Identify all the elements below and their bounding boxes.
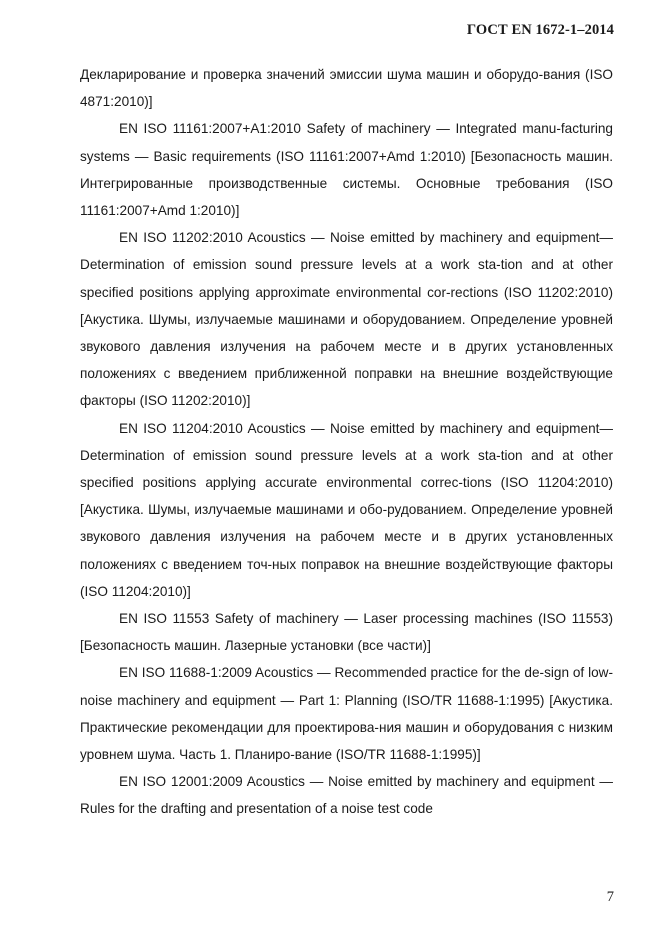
paragraph-iso-12001: EN ISO 12001:2009 Acoustics — Noise emitted by machinery and equipment — Rules for the drafting and presentation of a noise test code — [80, 774, 613, 817]
paragraph-noise-declaration-continued: Декларирование и проверка значений эмиссии шума машин и оборудо-вания (ISO 4871:2010)] — [80, 67, 613, 110]
paragraph-iso-11161: EN ISO 11161:2007+A1:2010 Safety of machinery — Integrated manu-facturing systems — Basic requirements (ISO 11161:2007+Amd 1:2010) [Безопасность машин. Интегрированные производственные системы. Основные требования (ISO 11161:2007+Amd 1:2010)] — [80, 121, 613, 219]
paragraph-iso-11202: EN ISO 11202:2010 Acoustics — Noise emitted by machinery and equipment— Determination of emission sound pressure levels at a work sta-tion and at other specified positions applying approximate environmental cor-rections (ISO 11202:2010) [Акустика. Шумы, излучаемые машинами и оборудованием. Определение уровней звукового давления излучения на рабочем месте и в других установленных положениях с введением приближенной поправки на внешние воздействующие факторы (ISO 11202:2010)] — [80, 230, 613, 409]
document-header: ГОСТ EN 1672-1–2014 — [466, 22, 614, 38]
paragraph-iso-11204: EN ISO 11204:2010 Acoustics — Noise emitted by machinery and equipment— Determination of emission sound pressure levels at a work sta-tion and at other specified positions applying accurate environmental correc-tions (ISO 11204:2010) [Акустика. Шумы, излучаемые машинами и обо-рудованием. Определение уровней звукового давления излучения на рабочем месте и в других установленных положениях с введением точ-ных поправок на внешние воздействующие факторы (ISO 11204:2010)] — [80, 420, 613, 599]
paragraph-iso-11553: EN ISO 11553 Safety of machinery — Laser processing machines (ISO 11553) [Безопасность машин. Лазерные установки (все части)] — [80, 611, 613, 654]
page-number: 7 — [606, 889, 614, 905]
paragraph-iso-11688-1: EN ISO 11688-1:2009 Acoustics — Recommended practice for the de-sign of low-noise machinery and equipment — Part 1: Planning (ISO/TR 11688-1:1995) [Акустика. Практические рекомендации для проектирова-ния машин и оборудования с низким уровнем шума. Часть 1. Планиро-вание (ISO/TR 11688-1:1995)] — [80, 665, 613, 763]
document-body — [80, 61, 613, 823]
